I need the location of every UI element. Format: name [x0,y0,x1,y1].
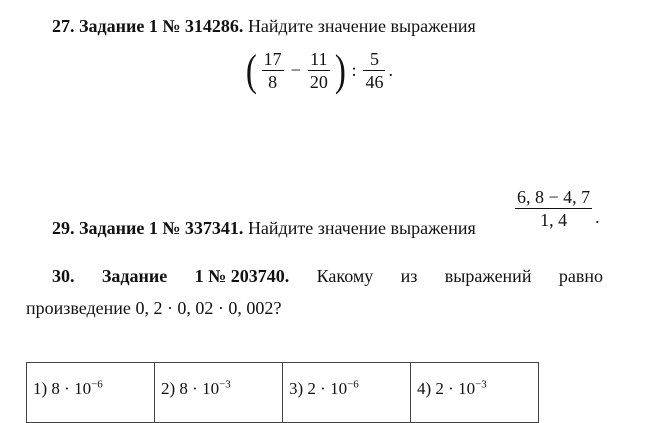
task-30-id: 1 № 203740. [194,266,290,286]
task-27-expression [244,45,393,95]
fraction-5-46 [363,48,385,93]
option-label: 4) [417,379,432,398]
minus-sign: − [290,60,301,80]
task-30-word-vyrazheniy: выражений [444,266,532,286]
task-30-header [52,266,603,287]
task-30-word-zadanie: Задание [101,266,168,286]
fraction-denominator: 20 [309,72,328,92]
option-label: 1) [33,379,48,398]
task-29-number: 29. [52,218,75,238]
division-sign: : [351,60,357,80]
task-27-title: Задание 1 № 314286. [79,16,244,36]
option-label: 2) [161,379,176,398]
task-30-word-kakomu: Какому [316,266,374,286]
task-30-line-2 [26,298,281,319]
fraction-denominator: 46 [365,72,384,92]
fraction-17-8 [262,48,284,93]
question-mark: ? [273,298,282,318]
answer-option-4[interactable] [411,363,539,423]
task-29-title: Задание 1 № 337341. [79,218,244,238]
task-29-expression [512,186,600,231]
fraction-numerator: 11 [310,49,328,69]
option-exponent: −3 [475,378,487,391]
option-exponent: −6 [347,378,359,391]
task-30-word-iz: из [400,266,418,286]
option-value: 2 · 10 [307,379,348,398]
fraction-denominator: 8 [268,72,278,92]
answer-option-2[interactable] [155,363,283,423]
fraction-denominator: 1, 4 [540,210,568,230]
option-exponent: −3 [219,378,231,391]
answer-option-3[interactable] [283,363,411,423]
left-paren: ( [245,45,257,95]
period: . [595,207,600,227]
fraction-numerator: 6, 8 − 4, 7 [517,187,591,207]
task-30-product: 0, 2 · 0, 02 · 0, 002 [135,298,274,318]
task-30-word-ravno: равно [558,266,603,286]
option-label: 3) [289,379,304,398]
option-value: 8 · 10 [179,379,220,398]
task-29-header [52,218,476,239]
option-exponent: −6 [91,378,103,391]
fraction-difference-over-1-4 [515,186,592,231]
period: . [388,60,393,80]
answer-options-table [26,362,539,423]
task-29-text: Найдите значение выражения [247,218,476,238]
option-value: 8 · 10 [51,379,92,398]
answer-option-1[interactable] [27,363,155,423]
option-value: 2 · 10 [435,379,476,398]
task-27-number: 27. [52,16,75,36]
task-30-text-proizvedenie: произведение [26,298,131,318]
task-30-number: 30. [52,266,75,286]
task-27-header [52,16,476,37]
fraction-numerator: 5 [369,49,379,69]
fraction-11-20 [308,48,330,93]
right-paren: ) [334,45,346,95]
task-27-text: Найдите значение выражения [247,16,476,36]
fraction-numerator: 17 [263,49,282,69]
